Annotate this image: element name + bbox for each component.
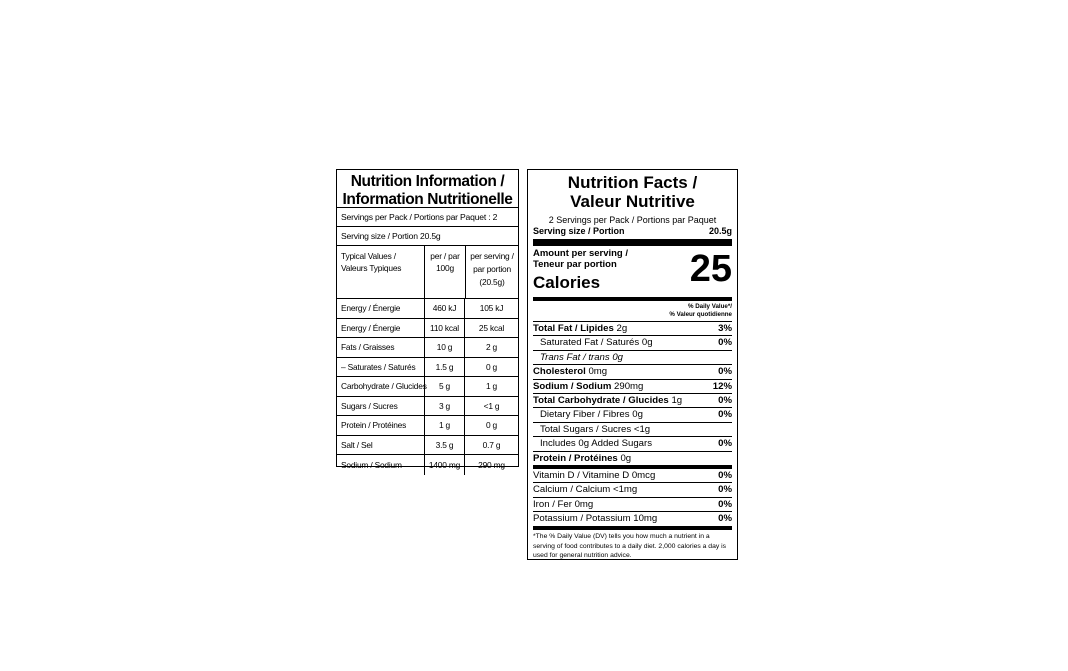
amount-line1: Amount per serving / xyxy=(533,248,629,259)
cholesterol-label: Cholesterol xyxy=(533,366,586,378)
nutrition-information-panel xyxy=(336,169,519,470)
total-fat-dv: 3% xyxy=(718,323,732,334)
header-col1-line1: Typical Values / xyxy=(341,251,396,261)
row-per-100g: 3.5 g xyxy=(425,436,465,455)
calories-value: 25 xyxy=(689,248,732,290)
vitamin-name: Iron / Fer 0mg xyxy=(533,498,594,510)
vitamin-row xyxy=(533,465,732,482)
table-row xyxy=(337,397,518,417)
serving-size-value: 20.5g xyxy=(708,226,732,236)
added-sugars-label: Includes 0g Added Sugars xyxy=(540,438,653,450)
amount-line2: Teneur par portion xyxy=(533,259,617,270)
calories-block xyxy=(533,246,732,301)
servings-per-pack: 2 Servings per Pack / Portions par Paquet xyxy=(548,215,717,225)
row-per-100g: 5 g xyxy=(425,377,465,396)
nutrient-row-trans-fat xyxy=(533,350,732,364)
vitamin-dv: 0% xyxy=(718,513,732,525)
row-nutrient: Energy / Énergie xyxy=(337,299,425,318)
vitamin-dv: 0% xyxy=(718,484,732,496)
serving-size-row xyxy=(533,226,732,237)
dv-header-line1: % Daily Value*/ xyxy=(687,303,732,310)
cholesterol-dv: 0% xyxy=(718,366,732,378)
calories-label: Calories xyxy=(533,273,601,292)
table-row xyxy=(337,455,518,475)
fiber-dv: 0% xyxy=(718,409,732,421)
row-per-serving: 0.7 g xyxy=(482,439,501,450)
sodium-label: Sodium / Sodium xyxy=(533,380,612,392)
vitamin-name: Vitamin D / Vitamine D 0mcg xyxy=(533,469,656,481)
protein-amount: 0g xyxy=(620,452,632,464)
table-row xyxy=(337,299,518,319)
saturated-fat-label: Saturated Fat / Saturés 0g xyxy=(540,337,653,349)
header-per-serving xyxy=(466,246,518,298)
header-typical-values xyxy=(337,246,425,298)
amount-per-serving xyxy=(533,248,628,270)
table-row xyxy=(337,416,518,436)
vitamin-name: Potassium / Potassium 10mg xyxy=(533,513,658,525)
right-title-line1: Nutrition Facts / xyxy=(567,173,698,192)
left-title-line2: Information Nutritionelle xyxy=(342,191,513,208)
header-col3-line1: per serving / xyxy=(470,251,514,261)
header-col3-line2: par portion xyxy=(473,264,511,274)
nutrient-row-saturated-fat xyxy=(533,335,732,349)
row-per-100g: 1400 mg xyxy=(425,455,465,475)
protein-label: Protein / Protéines xyxy=(533,452,618,464)
daily-value-header xyxy=(533,301,732,321)
nutrient-row-cholesterol xyxy=(533,364,732,378)
row-nutrient: – Saturates / Saturés xyxy=(337,358,425,377)
row-nutrient: Sodium / Sodium xyxy=(337,455,425,475)
row-per-100g: 3 g xyxy=(425,397,465,416)
added-sugars-dv: 0% xyxy=(718,438,732,450)
vitamin-dv: 0% xyxy=(718,498,732,510)
sugars-label: Total Sugars / Sucres <1g xyxy=(540,423,651,435)
daily-value-footnote: *The % Daily Value (DV) tells you how much a nutrient in a serving of food contributes to a daily diet. 2,000 calories a day is used for general nutrition advice. xyxy=(533,526,732,560)
row-per-100g: 110 kcal xyxy=(425,319,465,338)
row-nutrient: Carbohydrate / Glucides xyxy=(337,377,425,396)
carb-dv: 0% xyxy=(718,394,732,406)
vitamin-dv: 0% xyxy=(718,469,732,481)
thick-divider xyxy=(533,239,732,246)
right-title-line2: Valeur Nutritive xyxy=(570,191,695,211)
row-per-100g: 460 kJ xyxy=(425,299,465,318)
right-panel-title xyxy=(533,170,732,211)
servings-per-pack: Servings per Pack / Portions par Paquet : 2 xyxy=(337,208,518,227)
serving-size: Serving size / Portion 20.5g xyxy=(337,227,518,246)
row-per-100g: 1 g xyxy=(425,416,465,435)
header-col3-line3: (20.5g) xyxy=(479,277,505,287)
table-header xyxy=(337,246,518,299)
carb-label: Total Carbohydrate / Glucides xyxy=(533,394,669,406)
header-col2-line1: per / par xyxy=(430,251,460,261)
row-nutrient: Sugars / Sucres xyxy=(337,397,425,416)
nutrient-row-added-sugars xyxy=(533,436,732,450)
table-row xyxy=(337,358,518,378)
nutrient-row-protein xyxy=(533,451,732,465)
sodium-dv: 12% xyxy=(712,380,732,392)
left-title-line1: Nutrition Information / xyxy=(350,173,505,190)
cholesterol-amount: 0mg xyxy=(588,366,608,378)
nutrient-row-sugars xyxy=(533,422,732,436)
total-fat-label: Total Fat / Lipides xyxy=(533,323,614,334)
nutrition-facts-panel xyxy=(527,169,738,560)
vitamin-name: Calcium / Calcium <1mg xyxy=(533,484,638,496)
left-panel-title xyxy=(337,170,518,208)
row-per-serving: 1 g xyxy=(485,381,498,392)
row-nutrient: Salt / Sel xyxy=(337,436,425,455)
header-col2-line2: 100g xyxy=(436,263,454,273)
row-per-serving: 0 g xyxy=(485,361,498,372)
dv-header-line2: % Valeur quotidienne xyxy=(669,311,732,318)
total-fat-amount: 2g xyxy=(616,323,628,334)
trans-fat-label: Trans Fat / trans 0g xyxy=(540,351,623,363)
row-nutrient: Energy / Énergie xyxy=(337,319,425,338)
row-per-100g: 10 g xyxy=(425,338,465,357)
row-per-serving: 290 mg xyxy=(478,459,505,470)
row-nutrient: Fats / Graisses xyxy=(337,338,425,357)
nutrient-row-fiber xyxy=(533,407,732,421)
serving-size-label: Serving size / Portion xyxy=(533,226,625,236)
nutrient-row-total-fat xyxy=(533,321,732,335)
row-per-serving: <1 g xyxy=(483,400,500,411)
row-nutrient: Protein / Protéines xyxy=(337,416,425,435)
table-row xyxy=(337,377,518,397)
carb-amount: 1g xyxy=(671,394,683,406)
nutrient-table-body xyxy=(337,299,518,475)
row-per-100g: 1.5 g xyxy=(425,358,465,377)
table-row xyxy=(337,319,518,339)
vitamin-row xyxy=(533,511,732,525)
vitamin-row xyxy=(533,482,732,496)
fiber-label: Dietary Fiber / Fibres 0g xyxy=(540,409,643,421)
sodium-amount: 290mg xyxy=(614,380,644,392)
row-per-serving: 2 g xyxy=(485,342,498,353)
vitamin-row xyxy=(533,497,732,511)
nutrient-row-sodium xyxy=(533,379,732,393)
table-row xyxy=(337,338,518,358)
table-row xyxy=(337,436,518,456)
nutrient-row-carbohydrate xyxy=(533,393,732,407)
row-per-serving: 105 kJ xyxy=(479,303,504,314)
header-col1-line2: Valeurs Typiques xyxy=(341,263,402,273)
header-per-100g xyxy=(425,246,466,298)
row-per-serving: 25 kcal xyxy=(478,322,505,333)
row-per-serving: 0 g xyxy=(485,420,498,431)
saturated-fat-dv: 0% xyxy=(718,337,732,349)
